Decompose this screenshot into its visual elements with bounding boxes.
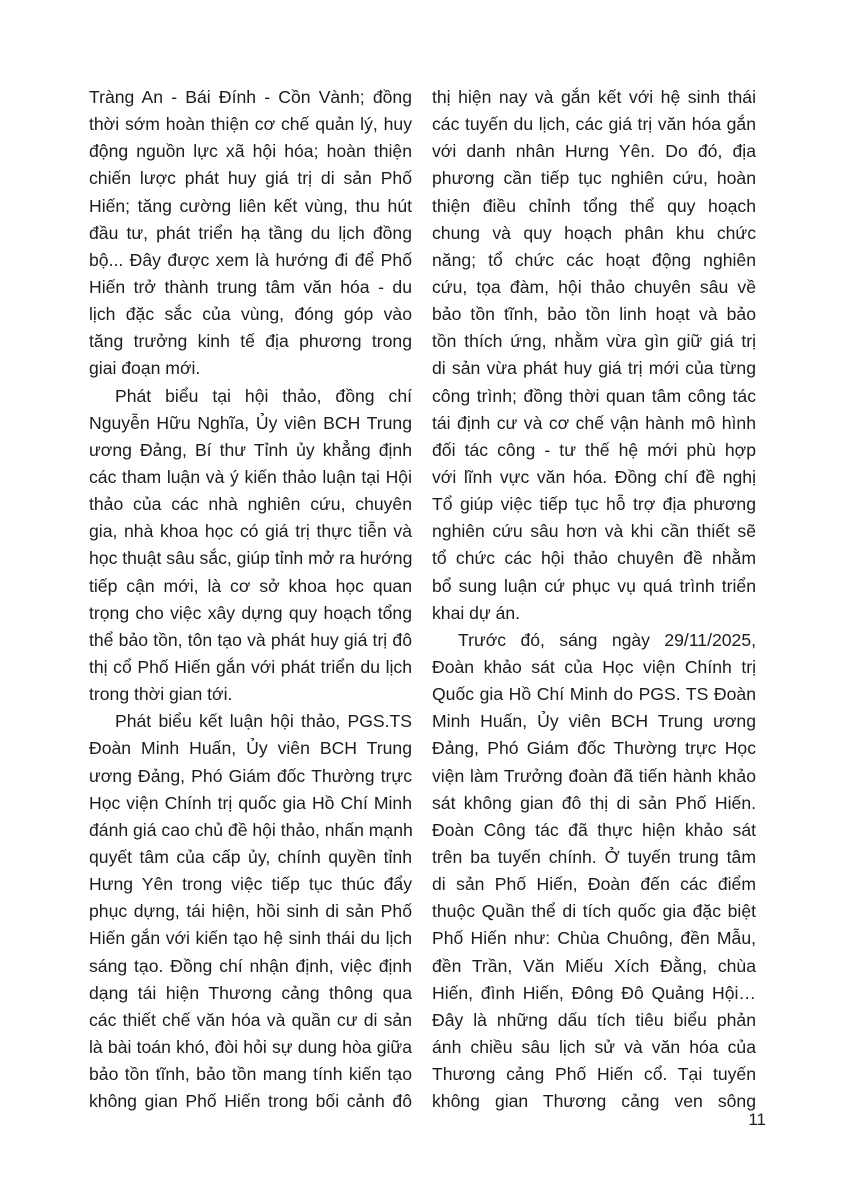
text-line: là bài toán khó, đòi hỏi sự dung hòa giữa — [89, 1036, 412, 1057]
text-line: ánh chiều sâu lịch sử và văn hóa của — [432, 1036, 756, 1057]
text-line: thị cổ Phố Hiến gắn với phát triển du lịch — [89, 656, 412, 677]
text-line: Quốc gia Hồ Chí Minh do PGS. TS Đoàn — [432, 684, 756, 705]
text-line: động nguồn lực xã hội hóa; hoàn thiện — [89, 141, 412, 162]
text-line: thiện điều chỉnh tổng thể quy hoạch — [432, 195, 756, 216]
text-line: Hiến; tăng cường liên kết vùng, thu hút — [89, 195, 412, 216]
text-line: di sản Phố Hiến, Đoàn đến các điểm — [432, 874, 756, 895]
text-line: Đây là những dấu tích tiêu biểu phản — [432, 1009, 756, 1030]
text-line: thời sớm hoàn thiện cơ chế quản lý, huy — [89, 114, 412, 135]
text-line: các tham luận và ý kiến thảo luận tại Hội — [89, 466, 412, 487]
text-line: chiến lược phát huy giá trị di sản Phố — [89, 168, 412, 189]
text-line: Đoàn khảo sát của Học viện Chính trị — [432, 656, 756, 677]
text-line: bảo tồn tĩnh, bảo tồn mang tính kiến tạo — [89, 1064, 412, 1085]
text-line: Đoàn Minh Huấn, Ủy viên BCH Trung — [89, 738, 412, 759]
text-line: Tổ giúp việc tiếp tục hỗ trợ địa phương — [432, 494, 756, 515]
page-number: 11 — [748, 1110, 766, 1129]
text-line: bổ sung luận cứ phục vụ quá trình triển — [432, 575, 756, 596]
text-line: nghiên cứu sâu hơn và khi cần thiết sẽ — [432, 521, 756, 542]
paragraph-end-line: giai đoạn mới. — [89, 358, 201, 379]
text-line: đánh giá cao chủ đề hội thảo, nhấn mạnh — [89, 819, 413, 840]
text-line: tiếp cận mới, là cơ sở khoa học quan — [89, 575, 412, 596]
text-line: với lĩnh vực văn hóa. Đồng chí đề nghị — [432, 466, 756, 487]
text-line: thảo của các nhà nghiên cứu, chuyên — [89, 494, 412, 515]
paragraph-start-line: Phát biểu kết luận hội thảo, PGS.TS — [115, 711, 412, 732]
paragraph-end-line: trong thời gian tới. — [89, 684, 233, 705]
text-line: trọng cho việc xây dựng quy hoạch tổng — [89, 602, 412, 623]
text-line: tái định cư và cơ chế vận hành mô hình — [432, 412, 756, 433]
text-line: đền Trần, Văn Miếu Xích Đằng, chùa — [432, 955, 756, 976]
text-line: viện làm Trưởng đoàn đã tiến hành khảo — [432, 765, 756, 786]
text-line: Học viện Chính trị quốc gia Hồ Chí Minh — [89, 792, 412, 813]
paragraph-start-line: Phát biểu tại hội thảo, đồng chí — [115, 385, 412, 406]
text-line: công trình; đồng thời quan tâm công tác — [432, 385, 756, 406]
text-line: không gian Phố Hiến trong bối cảnh đô — [89, 1091, 412, 1112]
text-line: sáng tạo. Đồng chí nhận định, việc định — [89, 955, 412, 976]
text-line: Hiến, đình Hiến, Đông Đô Quảng Hội… — [432, 982, 756, 1003]
text-line: Hiến trở thành trung tâm văn hóa - du — [89, 276, 412, 297]
text-line: thị hiện nay và gắn kết với hệ sinh thái — [432, 87, 756, 107]
text-line: bộ... Đây được xem là hướng đi để Phố — [89, 249, 412, 270]
text-line: phục dựng, tái hiện, hồi sinh di sản Phố — [89, 901, 412, 922]
text-line: Đảng, Phó Giám đốc Thường trực Học — [432, 738, 756, 759]
text-line: thể bảo tồn, tôn tạo và phát huy giá trị đô — [89, 629, 412, 650]
text-line: Nguyễn Hữu Nghĩa, Ủy viên BCH Trung — [89, 412, 412, 433]
text-line: Hiến gắn với kiến tạo hệ sinh thái du lịch — [89, 928, 412, 949]
text-line: phương cần tiếp tục nghiên cứu, hoàn — [432, 168, 756, 189]
text-line: tổ chức các hội thảo chuyên đề nhằm — [432, 548, 756, 569]
text-line: sát không gian đô thị di sản Phố Hiến. — [432, 792, 756, 813]
text-line: Phố Hiến như: Chùa Chuông, đền Mẫu, — [432, 928, 756, 949]
text-line: quyết tâm của cấp ủy, chính quyền tỉnh — [89, 846, 412, 867]
text-line: Hưng Yên trong việc tiếp tục thúc đẩy — [89, 874, 412, 895]
left-column — [89, 84, 412, 1115]
text-line: bảo tồn tĩnh, bảo tồn linh hoạt và bảo — [432, 304, 756, 325]
text-line: Tràng An - Bái Đính - Cồn Vành; đồng — [89, 87, 412, 107]
text-line: tồn thích ứng, nhằm vừa gìn giữ giá trị — [432, 331, 756, 352]
text-line: đầu tư, phát triển hạ tầng du lịch đồng — [89, 222, 412, 243]
text-line: tăng trưởng kinh tế địa phương trong — [89, 331, 412, 352]
text-line: Minh Huấn, Ủy viên BCH Trung ương — [432, 711, 756, 732]
text-line: Thương cảng Phố Hiến cổ. Tại tuyến — [432, 1064, 756, 1085]
text-line: dạng tái hiện Thương cảng thông qua — [89, 982, 412, 1003]
text-line: năng; tổ chức các hoạt động nghiên — [432, 249, 756, 270]
text-line: ương Đảng, Bí thư Tỉnh ủy khẳng định — [89, 439, 412, 460]
text-line: thuộc Quần thể di tích quốc gia đặc biệt — [432, 901, 756, 922]
text-line: đối tác công - tư thế hệ mới phù hợp — [432, 439, 756, 460]
text-line: không gian Thương cảng ven sông — [432, 1091, 756, 1112]
text-line: di sản vừa phát huy giá trị mới của từng — [432, 358, 756, 379]
text-line: gia, nhà khoa học có giá trị thực tiễn và — [89, 521, 412, 542]
text-line: học thuật sâu sắc, giúp tỉnh mở ra hướng — [89, 548, 413, 569]
text-line: trên ba tuyến chính. Ở tuyến trung tâm — [432, 846, 756, 867]
text-line: Đoàn Công tác đã thực hiện khảo sát — [432, 819, 756, 840]
text-line: các tuyến du lịch, các giá trị văn hóa gắn — [432, 114, 756, 135]
text-line: với danh nhân Hưng Yên. Do đó, địa — [432, 141, 756, 162]
text-line: lịch đặc sắc của vùng, đóng góp vào — [89, 304, 412, 325]
paragraph-end-line: khai dự án. — [432, 602, 521, 623]
right-column — [432, 84, 756, 1115]
text-line: ương Đảng, Phó Giám đốc Thường trực — [89, 765, 412, 786]
text-line: cứu, tọa đàm, hội thảo chuyên sâu về — [432, 276, 756, 297]
text-line: chung và quy hoạch phân khu chức — [432, 222, 756, 243]
paragraph-start-line: Trước đó, sáng ngày 29/11/2025, — [458, 629, 756, 650]
text-line: các thiết chế văn hóa và quần cư di sản — [89, 1009, 412, 1030]
